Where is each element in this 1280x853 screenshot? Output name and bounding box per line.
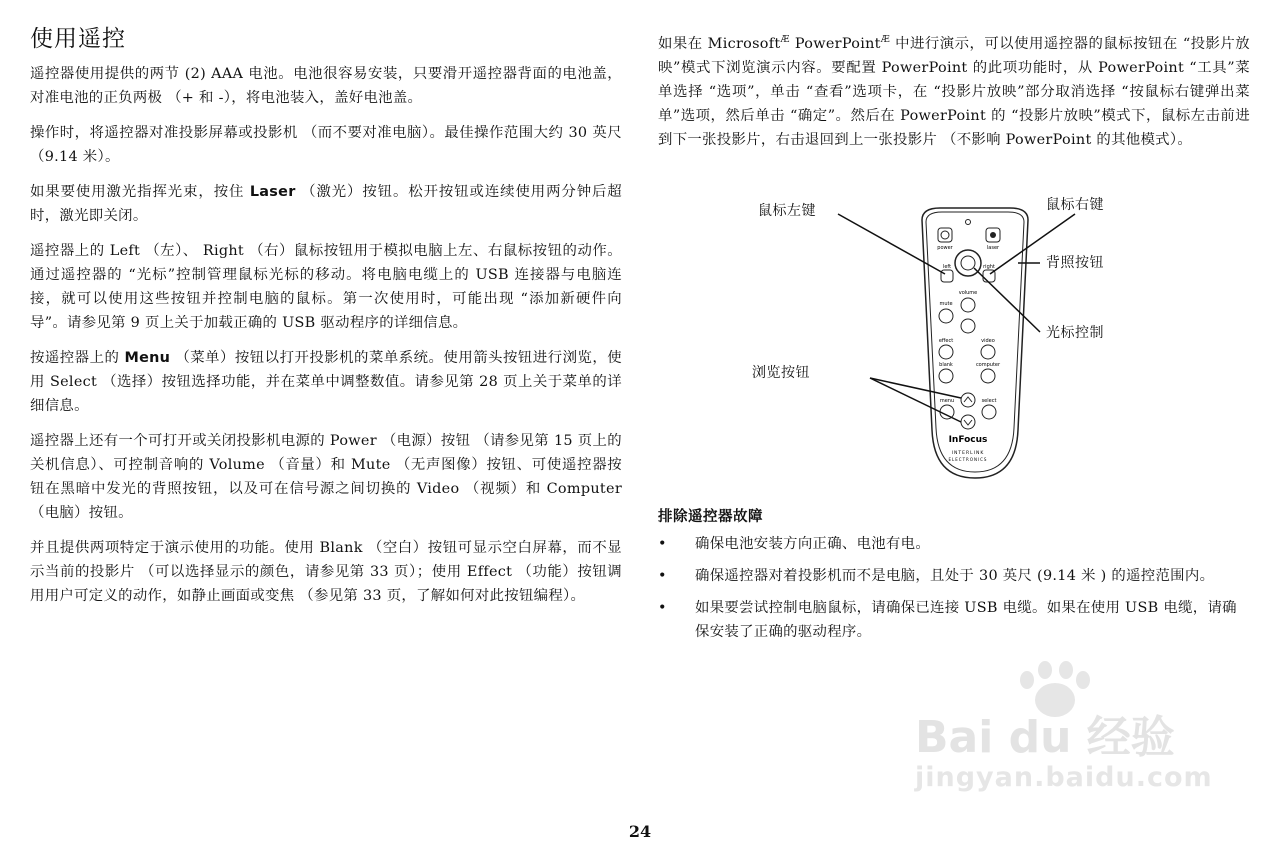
right-column bbox=[658, 28, 1250, 163]
menu-text-b: （菜单）按钮以打开投影机的菜单系统。使用箭头按钮进行浏览，使用 Select （选择）按钮选择功能，并在菜单中调整数值。请参见第 28 页上关于菜单的详细信息。 bbox=[30, 349, 622, 414]
troubleshoot-section bbox=[658, 505, 1250, 652]
page-number: 24 bbox=[628, 822, 652, 841]
left-column bbox=[30, 26, 622, 619]
pp-text-a: 如果在 Microsoft bbox=[658, 36, 781, 52]
pp-sup-2: Æ bbox=[880, 35, 891, 45]
paragraph-range: 操作时，将遥控器对准投影屏幕或投影机 （而不要对准电脑）。最佳操作范围大约 30 英尺 （9.14 米）。 bbox=[30, 124, 622, 165]
computer-label: computer bbox=[975, 362, 1001, 368]
laser-text-b: （激光）按钮。松开按钮或连续使用两分钟后超时，激光即关闭。 bbox=[30, 183, 622, 224]
left-label: left bbox=[942, 264, 952, 270]
paragraph-mouse-buttons: 遥控器上的 Left （左）、 Right （右）鼠标按钮用于模拟电脑上左、右鼠标按钮的动作。通过遥控器的 “光标”控制管理鼠标光标的移动。将电脑电缆上的 USB 连接器与电脑连接，就可以使用这些按钮并控制电脑的鼠标。第一次使用时，可能出现 “添加新硬件向导”。请参见第 9 页上关于加载正确的 USB 驱动程序的详细信息。 bbox=[30, 242, 622, 331]
remote-figure bbox=[740, 190, 1160, 490]
bullet-marker: • bbox=[658, 568, 667, 584]
menu-keyword: Menu bbox=[124, 349, 171, 366]
model-label-2: ELECTRONICS bbox=[948, 457, 988, 462]
watermark-url: jingyan.baidu.com bbox=[915, 762, 1213, 793]
model-label-1: INTERLINK bbox=[951, 451, 985, 456]
laser-text-a: 如果要使用激光指挥光束，按住 bbox=[30, 183, 250, 200]
brand-label: InFocus bbox=[948, 435, 988, 445]
callout-backlight: 背照按钮 bbox=[1046, 255, 1104, 271]
mute-label: mute bbox=[939, 301, 953, 307]
power-label: power bbox=[937, 245, 953, 251]
effect-label: effect bbox=[938, 338, 954, 344]
bullet-marker: • bbox=[658, 600, 667, 616]
list-item-text: 确保遥控器对着投影机而不是电脑，且处于 30 英尺 (9.14 米 ) 的遥控范围内。 bbox=[695, 568, 1215, 584]
callout-left-mouse: 鼠标左键 bbox=[758, 203, 816, 219]
paragraph-presentation: 并且提供两项特定于演示使用的功能。使用 Blank （空白）按钮可显示空白屏幕，而不显示当前的投影片 （可以选择显示的颜色，请参见第 33 页）；使用 Effect （功能）按钮调用用户可定义的动作，如静止画面或变焦 （参见第 33 页，了解如何对此按钮编程）。 bbox=[30, 539, 622, 604]
callout-right-mouse: 鼠标右键 bbox=[1046, 197, 1104, 213]
paw-toe-3 bbox=[1059, 661, 1073, 679]
list-item bbox=[658, 596, 1250, 644]
paragraph-menu bbox=[30, 346, 622, 418]
video-label: video bbox=[981, 338, 995, 344]
select-label: select bbox=[981, 398, 997, 404]
pp-sup-1: Æ bbox=[780, 35, 790, 45]
laser-label: laser bbox=[986, 245, 1000, 251]
list-item bbox=[658, 532, 1250, 556]
troubleshoot-title: 排除遥控器故障 bbox=[658, 509, 763, 525]
menu-label: menu bbox=[939, 398, 955, 404]
paragraph-batteries: 遥控器使用提供的两节 (2) AAA 电池。电池很容易安装，只要滑开遥控器背面的电池盖，对准电池的正负两极 （+ 和 -），将电池装入，盖好电池盖。 bbox=[30, 65, 622, 106]
watermark-logo-text: Bai du 经验 bbox=[915, 712, 1175, 763]
volume-label: volume bbox=[958, 290, 978, 296]
troubleshoot-list bbox=[658, 532, 1250, 644]
bullet-marker: • bbox=[658, 536, 667, 552]
callout-browse: 浏览按钮 bbox=[752, 365, 810, 381]
pp-text-b: PowerPoint bbox=[789, 36, 881, 52]
right-label: right bbox=[983, 264, 995, 270]
list-item-text: 确保电池安装方向正确、电池有电。 bbox=[695, 536, 931, 552]
laser-icon bbox=[990, 232, 996, 238]
laser-keyword: Laser bbox=[249, 183, 296, 200]
paragraph-powerpoint bbox=[658, 28, 1250, 152]
list-item-text: 如果要尝试控制电脑鼠标，请确保已连接 USB 电缆。如果在使用 USB 电缆，请确保安装了正确的驱动程序。 bbox=[695, 600, 1237, 640]
blank-label: blank bbox=[939, 362, 953, 368]
paw-toe-1 bbox=[1020, 671, 1034, 689]
pp-text-c: 中进行演示，可以使用遥控器的鼠标按钮在 “投影片放映”模式下浏览演示内容。要配置 PowerPoint 的此项功能时，从 PowerPoint “工具”菜单选择 “选项”，单击 “查看”选项卡，在 “投影片放映”部分取消选择 “按鼠标右键弹出菜单”选项，然后单击 “确定”。然后在 PowerPoint 的 “投影片放映”模式下，鼠标左击前进到下一张投影片，右击退回到上一张投影片 （不影响 PowerPoint 的其他模式）。 bbox=[658, 36, 1250, 148]
paragraph-laser bbox=[30, 180, 622, 228]
menu-text-a: 按遥控器上的 bbox=[30, 349, 125, 366]
paragraph-other-buttons: 遥控器上还有一个可打开或关闭投影机电源的 Power （电源）按钮 （请参见第 15 页上的关机信息）、可控制音响的 Volume （音量）和 Mute （无声图像）按钮、可使遥控器按钮在黑暗中发光的背照按钮，以及可在信号源之间切换的 Video （视频）和 Computer （电脑）按钮。 bbox=[30, 432, 622, 521]
paw-toe-4 bbox=[1076, 671, 1090, 689]
callout-cursor: 光标控制 bbox=[1046, 325, 1104, 341]
list-item bbox=[658, 564, 1250, 588]
paw-toe-2 bbox=[1038, 661, 1052, 679]
section-title: 使用遥控 bbox=[30, 26, 126, 52]
